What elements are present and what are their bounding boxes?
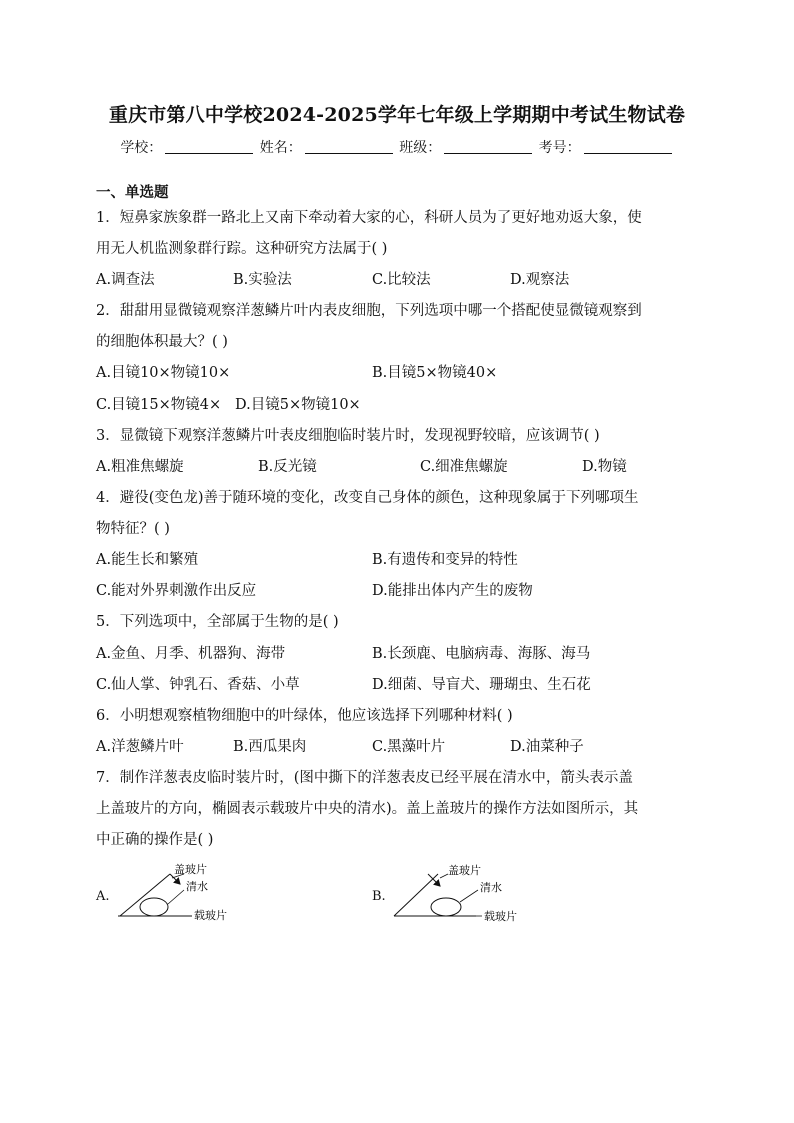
label-water-a: 清水 (186, 880, 208, 893)
exam-number-label: 考号： (538, 140, 581, 156)
question-5-line-1: 5．下列选项中，全部属于生物的是( ) (96, 614, 339, 630)
q7-option-b[interactable]: B. (372, 889, 386, 904)
question-1-line-1: 1．短鼻家族象群一路北上又南下牵动着大家的心，科研人员为了更好地劝返大象，使 (96, 210, 642, 226)
class-blank[interactable] (444, 139, 532, 154)
name-blank[interactable] (305, 139, 393, 154)
q3-option-c[interactable]: C.细准焦螺旋 (420, 459, 508, 475)
exam-title: 重庆市第八中学校2024-2025学年七年级上学期期中考试生物试卷 (108, 104, 686, 126)
q5-option-c[interactable]: C.仙人掌、钟乳石、香菇、小草 (96, 677, 300, 693)
q3-option-d[interactable]: D.物镜 (582, 459, 627, 475)
question-3-line-1: 3．显微镜下观察洋葱鳞片叶表皮细胞临时装片时，发现视野较暗，应该调节( ) (96, 428, 600, 444)
q3-option-b[interactable]: B.反光镜 (258, 459, 317, 475)
label-cover-a: 盖玻片 (174, 863, 207, 876)
question-4-line-1: 4．避役(变色龙)善于随环境的变化，改变自己身体的颜色，这种现象属于下列哪项生 (96, 490, 639, 506)
q7-option-a[interactable]: A. (96, 889, 110, 904)
q6-option-a[interactable]: A.洋葱鳞片叶 (96, 739, 184, 755)
arrow-b (428, 874, 440, 886)
q4-option-d[interactable]: D.能排出体内产生的废物 (372, 583, 533, 599)
label-slide-a: 载玻片 (194, 909, 227, 922)
q5-option-d[interactable]: D.细菌、导盲犬、珊瑚虫、生石花 (372, 677, 591, 693)
q2-option-b[interactable]: B.目镜5×物镜40× (372, 365, 498, 381)
figure-b-diagram (388, 860, 538, 930)
question-7-line-1: 7．制作洋葱表皮临时装片时，(图中撕下的洋葱表皮已经平展在清水中，箭头表示盖 (96, 770, 633, 786)
q4-option-b[interactable]: B.有遗传和变异的特性 (372, 552, 518, 568)
question-1-line-2: 用无人机监测象群行踪。这种研究方法属于( ) (96, 241, 388, 257)
q5-option-b[interactable]: B.长颈鹿、电脑病毒、海豚、海马 (372, 646, 591, 662)
q2-option-c[interactable]: C.目镜15×物镜4× (96, 397, 222, 413)
question-7-line-2: 上盖玻片的方向，椭圆表示载玻片中央的清水)。盖上盖玻片的操作方法如图所示，其 (96, 801, 639, 817)
q2-option-d[interactable]: D.目镜5×物镜10× (235, 397, 361, 413)
q1-option-d[interactable]: D.观察法 (510, 272, 570, 288)
water-pointer-a (168, 890, 184, 904)
q2-option-a[interactable]: A.目镜10×物镜10× (96, 365, 231, 381)
figure-a-diagram (110, 860, 250, 930)
name-label: 姓名： (259, 140, 302, 156)
q5-option-a[interactable]: A.金鱼、月季、机器狗、海带 (96, 646, 286, 662)
school-blank[interactable] (165, 139, 253, 154)
cover-slip-line-a (120, 874, 170, 916)
q1-option-a[interactable]: A.调查法 (96, 272, 155, 288)
question-4-line-2: 物特征？( ) (96, 521, 170, 537)
q6-option-c[interactable]: C.黑藻叶片 (372, 739, 446, 755)
question-7-line-3: 中正确的操作是( ) (96, 832, 214, 848)
water-drop-a (140, 898, 168, 916)
exam-number-blank[interactable] (584, 139, 672, 154)
label-slide-b: 载玻片 (484, 910, 517, 923)
q3-option-a[interactable]: A.粗准焦螺旋 (96, 459, 184, 475)
section-heading: 一、单选题 (96, 184, 169, 201)
q6-option-d[interactable]: D.油菜种子 (510, 739, 584, 755)
q4-option-a[interactable]: A.能生长和繁殖 (96, 552, 199, 568)
q1-option-b[interactable]: B.实验法 (233, 272, 292, 288)
student-info-row (0, 137, 794, 157)
question-2-line-1: 2．甜甜用显微镜观察洋葱鳞片叶内表皮细胞，下列选项中哪一个搭配使显微镜观察到 (96, 303, 642, 319)
water-drop-b (431, 898, 461, 916)
label-cover-b: 盖玻片 (448, 864, 481, 877)
question-6-line-1: 6．小明想观察植物细胞中的叶绿体，他应该选择下列哪种材料( ) (96, 708, 513, 724)
school-label: 学校： (120, 140, 163, 156)
question-2-line-2: 的细胞体积最大？( ) (96, 334, 228, 350)
q1-option-c[interactable]: C.比较法 (372, 272, 431, 288)
water-pointer-b (460, 890, 478, 902)
label-water-b: 清水 (480, 881, 502, 894)
q6-option-b[interactable]: B.西瓜果肉 (233, 739, 307, 755)
cover-pointer-b (440, 874, 448, 878)
class-label: 班级： (399, 140, 442, 156)
q4-option-c[interactable]: C.能对外界刺激作出反应 (96, 583, 257, 599)
